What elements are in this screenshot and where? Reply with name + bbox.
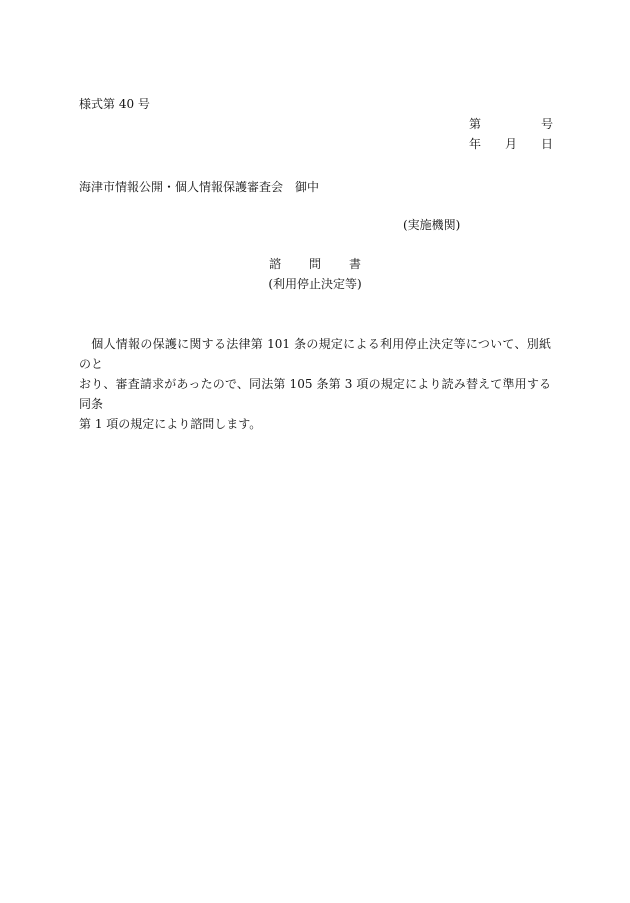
addressee: 海津市情報公開・個人情報保護審査会 御中	[79, 180, 320, 194]
document-number-suffix: 号	[541, 117, 554, 131]
body-line: 個人情報の保護に関する法律第 101 条の規定による利用停止決定等について、別紙のと	[79, 337, 551, 371]
form-number: 様式第 40 号	[79, 97, 150, 111]
title-char: 書	[349, 257, 362, 271]
title-char: 諮	[268, 257, 281, 271]
date-month: 月	[505, 137, 518, 151]
body-paragraph	[79, 334, 551, 434]
document-title	[0, 258, 630, 270]
document-subtitle: (利用停止決定等)	[268, 277, 362, 291]
document-number-prefix: 第	[469, 117, 482, 131]
implementing-agency: (実施機関)	[403, 218, 461, 232]
date-day: 日	[541, 137, 554, 151]
body-line: おり、審査請求があったので、同法第 105 条第 3 項の規定により読み替えて準用する同条	[79, 377, 551, 411]
body-line: 第 1 項の規定により諮問します。	[79, 417, 262, 431]
date-year: 年	[469, 137, 482, 151]
title-char: 問	[308, 257, 321, 271]
